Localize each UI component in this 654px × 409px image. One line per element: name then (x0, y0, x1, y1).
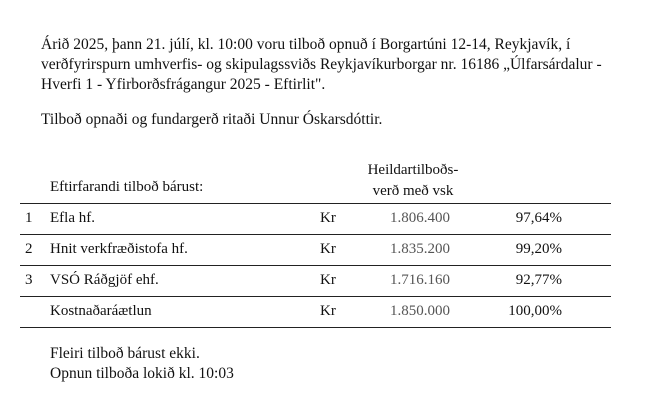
intro-line-1: Árið 2025, þann 21. júlí, kl. 10:00 voru tilboð opnuð í Borgartúni 12-14, Reykjavík, í (41, 36, 571, 53)
column-header-line-2: verð með vsk (372, 183, 454, 199)
column-header-line-1: Heildartilboðs- (367, 162, 459, 178)
cost-estimate-label: Kostnaðaráætlun (50, 303, 152, 319)
intro-line-2: verðfyrirspurn umhverfis- og skipulagssviðs Reykjavíkurborgar nr. 16186 „Úlfarsárdalur - (41, 56, 602, 73)
currency-label: Kr (320, 303, 336, 319)
table-row (20, 265, 611, 296)
cost-estimate-row (20, 296, 611, 328)
table-row (20, 234, 611, 265)
opening-closed-note: Opnun tilboða lokið kl. 10:03 (50, 365, 234, 382)
bid-amount: 1.835.200 (390, 241, 450, 257)
bids-received-heading: Eftirfarandi tilboð bárust: (50, 179, 204, 195)
recorder-statement: Tilboð opnaði og fundargerð ritaði Unnur Óskarsdóttir. (41, 111, 383, 128)
bids-table (20, 203, 611, 328)
estimate-percent: 100,00% (508, 303, 562, 319)
table-row (20, 203, 611, 234)
estimate-amount: 1.850.000 (390, 303, 450, 319)
bid-percent: 99,20% (515, 241, 562, 257)
currency-label: Kr (320, 241, 336, 257)
intro-line-3: Hverfi 1 - Yfirborðsfrágangur 2025 - Eftirlit". (41, 76, 326, 93)
row-number: 3 (25, 272, 33, 288)
bid-percent: 92,77% (515, 272, 562, 288)
currency-label: Kr (320, 272, 336, 288)
row-number: 2 (25, 241, 33, 257)
intro-paragraph (41, 35, 641, 95)
closing-notes (50, 344, 234, 384)
row-number: 1 (25, 210, 33, 226)
bidder-name: Hnit verkfræðistofa hf. (50, 241, 188, 257)
bidder-name: VSÓ Ráðgjöf ehf. (50, 272, 159, 288)
currency-label: Kr (320, 210, 336, 226)
bid-amount: 1.716.160 (390, 272, 450, 288)
total-price-column-header (355, 160, 471, 202)
bid-percent: 97,64% (515, 210, 562, 226)
bidder-name: Efla hf. (50, 210, 95, 226)
bid-amount: 1.806.400 (390, 210, 450, 226)
no-more-bids-note: Fleiri tilboð bárust ekki. (50, 345, 200, 362)
